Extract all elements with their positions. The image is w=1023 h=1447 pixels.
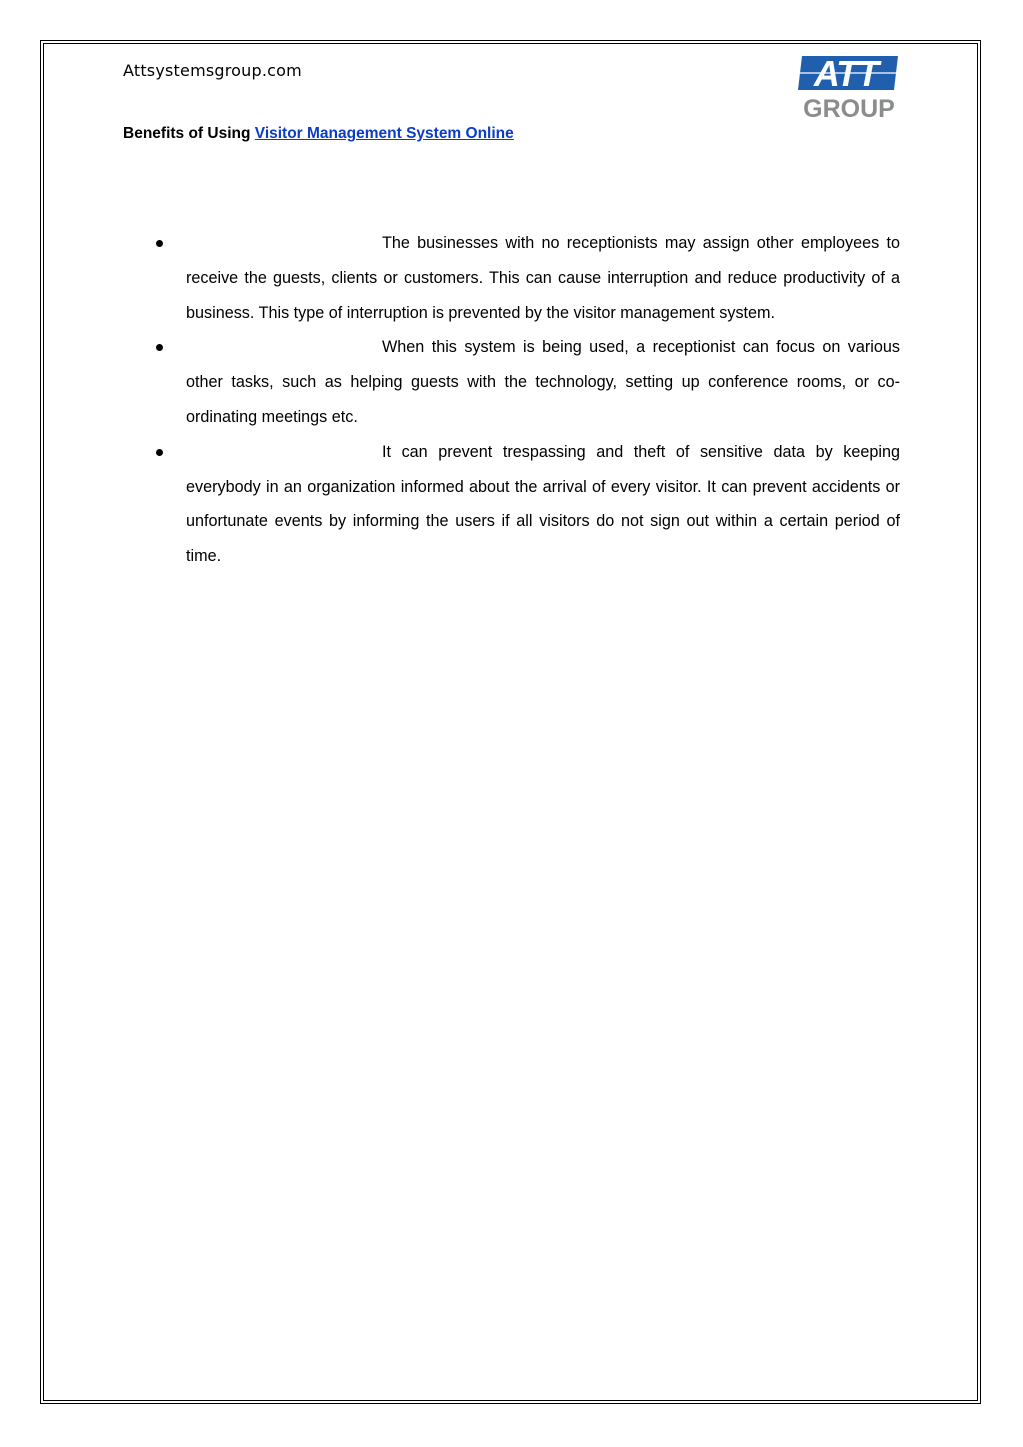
list-item bbox=[150, 226, 900, 330]
page-heading bbox=[123, 125, 514, 143]
visitor-management-link[interactable]: Visitor Management System Online bbox=[254, 125, 514, 142]
logo-text-top: ATT bbox=[813, 53, 879, 94]
list-item bbox=[150, 435, 900, 574]
site-name: Attsystemsgroup.com bbox=[123, 61, 302, 80]
bullet-icon bbox=[156, 344, 163, 351]
bullet-icon bbox=[156, 449, 163, 456]
logo-text-bottom: GROUP bbox=[803, 95, 895, 122]
att-group-logo bbox=[794, 52, 902, 122]
list-item bbox=[150, 330, 900, 434]
heading-prefix: Benefits of Using bbox=[123, 125, 255, 142]
bullet-text: The businesses with no receptionists may assign other employees to receive the guests, clients or customers. This can cause interruption and reduce productivity of a business. This type of interruption is prevented by the visitor management system. bbox=[186, 234, 900, 322]
bullet-text: It can prevent trespassing and theft of sensitive data by keeping everybody in an organization informed about the arrival of every visitor. It can prevent accidents or unfortunate events by informing the users if all visitors do not sign out within a certain period of time. bbox=[186, 442, 900, 566]
bullet-icon bbox=[156, 240, 163, 247]
benefits-list bbox=[150, 226, 900, 574]
bullet-text: When this system is being used, a receptionist can focus on various other tasks, such as helping guests with the technology, setting up conference rooms, or co-ordinating meetings etc. bbox=[186, 338, 900, 426]
